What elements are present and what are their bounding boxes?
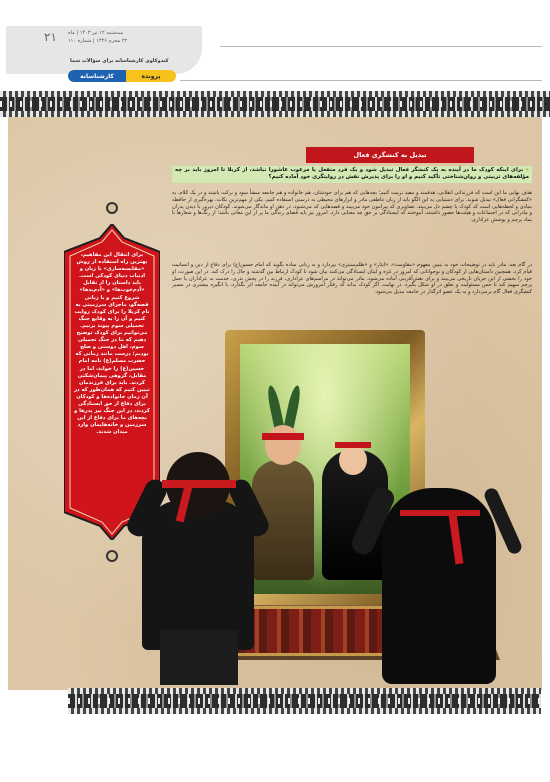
section-tabs xyxy=(68,70,176,82)
boy-headband xyxy=(162,480,236,488)
publication-tagline: کندوکاوی کارشناسانه برای سؤالات شما xyxy=(70,58,169,64)
tab-expert[interactable]: کارشناسانه xyxy=(68,70,126,82)
header-rule-bottom xyxy=(180,80,542,81)
ornament-band-bottom xyxy=(68,688,541,714)
tab-dossier[interactable]: پرونده xyxy=(126,70,176,82)
boy-figure xyxy=(142,500,254,650)
sidebar-text: برای انتقال این مفاهیم، بهترین راه استفاده از روش «مقایسه‌سازی» با زبان و ادبیات دنیای کودکی است. باید داستان را از تقابل «آدم‌خوب‌ها» و «آدم‌بدها» شروع کنیم و با زبانی قصه‌گو، ماجرای سرزمینی به نام کربلا را برای کودک روایت کنیم و آن را به وقایع جنگ تحمیلی سوم پیوند بزنیم. می‌توانیم برای کودک توضیح دهیم که ما در جنگ تحمیلی سوم، اهل دوستی و صلح بودیم؛ درست مانند زمانی که حضرت مسلم(ع) نامه امام حسین(ع) را خواند، اما در مقابل، گروهی پیمان‌شکنی کردند. باید برای فرزندمان تبیین کنیم که همان‌طور که در آن زمان خانواده‌ها و کودکان برای دفاع از حق ایستادگی کردند، در این جنگ نیز پدرها و بچه‌های ما برای دفاع از این سرزمین و خانه‌هایمان وارد میدان شدند. xyxy=(74,252,150,436)
reflection-girl-face xyxy=(339,445,367,475)
header-rule-top xyxy=(220,46,542,47)
girl-figure xyxy=(382,488,496,684)
reflection-boy-headband xyxy=(262,433,304,440)
issue-number: ۲۲ محرم ۱۴۴۶ | شماره ۱۱۰ xyxy=(68,38,128,44)
illustration-mirror-scene xyxy=(100,330,510,685)
banner-top-ornament xyxy=(106,202,118,214)
section-title: تبدیل به کنشگری فعال xyxy=(306,147,474,163)
intro-highlight xyxy=(172,166,532,183)
page-header xyxy=(0,0,550,90)
article-paragraph-2: در گام بعد، مادر باید در توضیحات خود به تبیین مفهوم «مقاومت»، «ایثار» و «ظلم‌ستیزی» بپردازد و به زبانی ساده بگوید که امام حسین(ع) برای دفاع از دین و انسانیت قیام کرد. همچنین داستان‌هایی از کودکان و نوجوانانی که امروز در غزه و لبنان ایستادگی می‌کنند بیان شود تا کودک ارتباط بین گذشته و حال را درک کند. در این صورت، او خود را بخشی از این جریان تاریخی می‌بیند و برای نقش‌آفرینی آماده می‌شود. مادر می‌تواند در مراسم‌های عزاداری، فرزند را در پخش نذری، خدمت به عزاداران یا حمل پرچم سهیم کند تا حس مسئولیت و تعلق در او شکل بگیرد. در نهایت، اگر کودک بداند که رفتار امروزش می‌تواند در آینده جامعه اثر بگذارد، با انگیزه بیشتری در مسیر کنشگری فعال گام برمی‌دارد و به یک عضو اثرگذار در جامعه تبدیل می‌شود. xyxy=(172,262,532,296)
intro-highlight-text: برای اینکه کودک ما در آینده به یک کنشگر فعال تبدیل شود و یک فرد منفعل یا مرعوب عاشورا نباشد، از کربلا تا امروز باید بر چه مؤلفه‌های تربیتی و روان‌شناختی تأکید کنیم و او را برای پذیرش نقش در روایتگری خود آماده کنیم؟ xyxy=(175,167,529,181)
reflection-boy-face xyxy=(265,425,301,465)
ornament-band-top xyxy=(0,91,550,117)
reflection-girl-headband xyxy=(335,442,371,448)
issue-date: سه‌شنبه ۱۲ تیر ۱۴۰۳ | ماه xyxy=(68,30,124,36)
quote-icon: « xyxy=(525,167,529,173)
boy-legs xyxy=(160,630,238,685)
page-number: ۲۱ xyxy=(44,30,57,44)
article-paragraph-1: هدف نهایی ما این است که فرزندانی انقلابی، هدفمند و مفید تربیت کنیم؛ بچه‌هایی که هم برای خودشان، هم خانواده و هم جامعه منشأ سود و برکت باشند و در یک کلام، به «کنشگرانی فعال» تبدیل شوند. برای دستیابی به این الگو باید از زبان عاطفی مادر و ابزارهای محیطی به درستی استفاده کنیم. یکی از مهم‌ترین نکات، بهره‌گیری از حافظه بنیادی و لحظه‌هایی است که کودک با چشم دل می‌بیند. تصاویری که پیرامون خود می‌بیند و قصه‌هایی که می‌شنود، در ذهن او ماندگار می‌شوند. کودکان دیروز با دیدن پدران و مادرانی که در اجتماعات و هیئت‌ها حضور داشتند، آموختند که ایستادگی بر حق چه معنایی دارد. امروز نیز باید فضای زندگی ما پر از این معانی باشد؛ از رنگ‌ها و شعارها تا نماد پرچم و پوشش عزاداری. xyxy=(172,190,532,224)
girl-headband xyxy=(400,510,480,516)
